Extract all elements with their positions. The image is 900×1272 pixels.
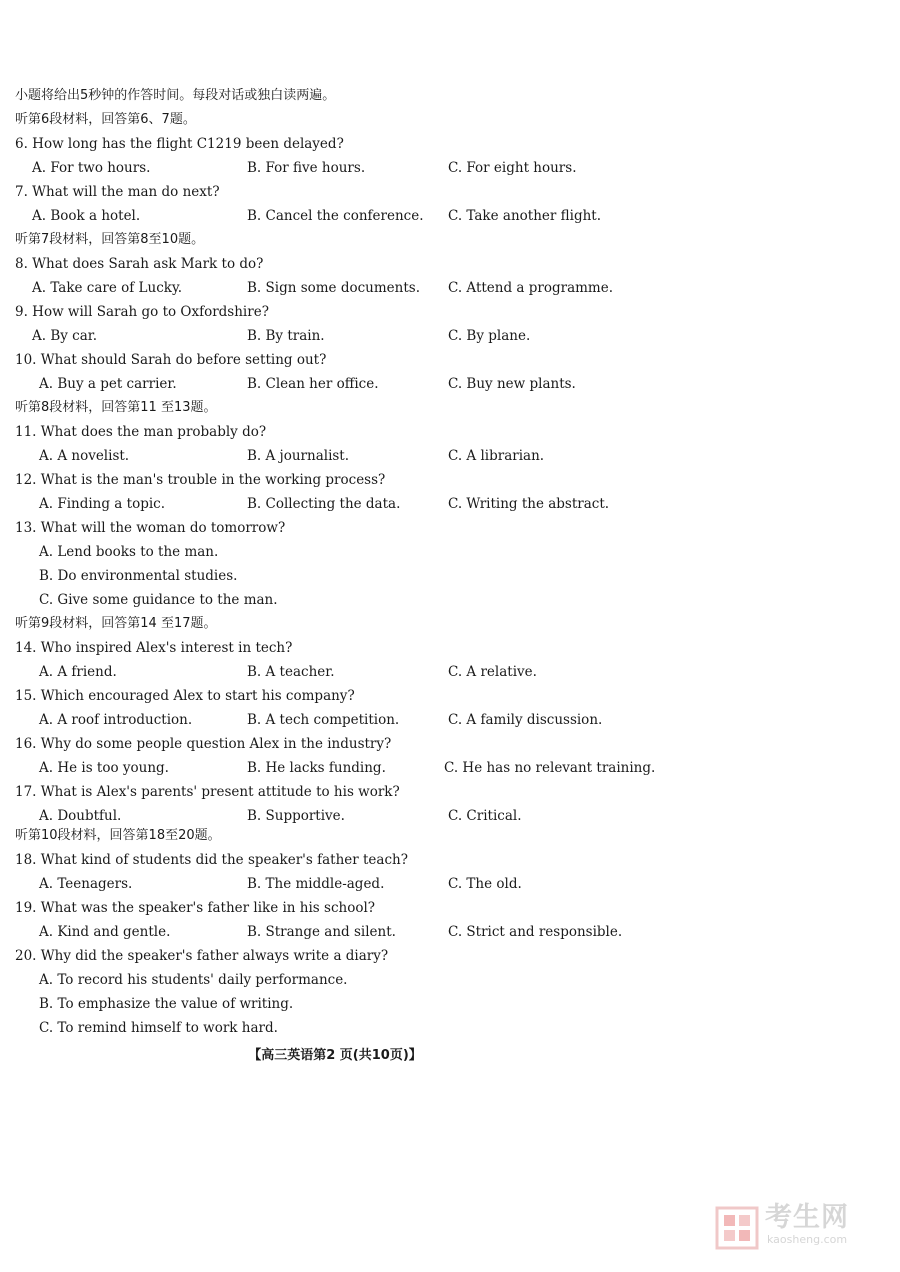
q11-option-c: C. A librarian.: [448, 448, 545, 464]
q12-option-c: C. Writing the abstract.: [448, 496, 610, 512]
q6-option-c: C. For eight hours.: [448, 160, 577, 176]
question-17: 17. What is Alex's parents' present attitude to his work?: [15, 784, 400, 800]
question-13: 13. What will the woman do tomorrow?: [15, 520, 286, 536]
section-9-heading: 听第9段材料，回答第14 至17题。: [15, 616, 217, 631]
q19-option-c: C. Strict and responsible.: [448, 924, 623, 940]
q19-option-a: A. Kind and gentle.: [39, 924, 171, 940]
section-7-heading: 听第7段材料，回答第8至10题。: [15, 232, 205, 247]
page-number-label: 【高三英语第2 页(共10页)】: [248, 1048, 422, 1063]
q7-option-c: C. Take another flight.: [448, 208, 601, 224]
question-9: 9. How will Sarah go to Oxfordshire?: [15, 304, 269, 320]
question-10: 10. What should Sarah do before setting out?: [15, 352, 327, 368]
question-6: 6. How long has the flight C1219 been delayed?: [15, 136, 344, 152]
q7-option-a: A. Book a hotel.: [32, 208, 141, 224]
q9-option-c: C. By plane.: [448, 328, 531, 344]
q20-option-c: C. To remind himself to work hard.: [39, 1020, 278, 1036]
q10-option-a: A. Buy a pet carrier.: [39, 376, 177, 392]
q11-option-b: B. A journalist.: [247, 448, 350, 464]
question-8: 8. What does Sarah ask Mark to do?: [15, 256, 264, 272]
section-10-heading: 听第10段材料，回答第18至20题。: [15, 828, 221, 843]
kaosheng-logo-icon: [715, 1206, 759, 1250]
q12-option-b: B. Collecting the data.: [247, 496, 401, 512]
q13-option-c: C. Give some guidance to the man.: [39, 592, 278, 608]
q17-option-b: B. Supportive.: [247, 808, 345, 824]
q6-option-b: B. For five hours.: [247, 160, 366, 176]
q16-option-b: B. He lacks funding.: [247, 760, 386, 776]
watermark: [715, 1202, 875, 1250]
q15-option-a: A. A roof introduction.: [39, 712, 193, 728]
q8-option-b: B. Sign some documents.: [247, 280, 420, 296]
q16-option-c: C. He has no relevant training.: [444, 760, 656, 776]
q18-option-a: A. Teenagers.: [39, 876, 133, 892]
q8-option-a: A. Take care of Lucky.: [32, 280, 183, 296]
section-6-heading: 听第6段材料，回答第6、7题。: [15, 112, 196, 127]
question-15: 15. Which encouraged Alex to start his company?: [15, 688, 355, 704]
q14-option-a: A. A friend.: [39, 664, 117, 680]
q18-option-b: B. The middle-aged.: [247, 876, 385, 892]
watermark-url: kaosheng.com: [767, 1233, 848, 1246]
q11-option-a: A. A novelist.: [39, 448, 130, 464]
q10-option-c: C. Buy new plants.: [448, 376, 576, 392]
q10-option-b: B. Clean her office.: [247, 376, 379, 392]
q9-option-b: B. By train.: [247, 328, 325, 344]
q15-option-b: B. A tech competition.: [247, 712, 400, 728]
q13-option-b: B. Do environmental studies.: [39, 568, 238, 584]
intro-text: 小题将给出5秒钟的作答时间。每段对话或独白读两遍。: [15, 88, 336, 103]
question-19: 19. What was the speaker's father like in his school?: [15, 900, 376, 916]
q18-option-c: C. The old.: [448, 876, 522, 892]
question-14: 14. Who inspired Alex's interest in tech?: [15, 640, 293, 656]
q17-option-c: C. Critical.: [448, 808, 522, 824]
question-20: 20. Why did the speaker's father always write a diary?: [15, 948, 389, 964]
q19-option-b: B. Strange and silent.: [247, 924, 396, 940]
question-7: 7. What will the man do next?: [15, 184, 220, 200]
question-18: 18. What kind of students did the speaker's father teach?: [15, 852, 408, 868]
q20-option-a: A. To record his students' daily performance.: [39, 972, 348, 988]
q8-option-c: C. Attend a programme.: [448, 280, 613, 296]
q15-option-c: C. A family discussion.: [448, 712, 603, 728]
q12-option-a: A. Finding a topic.: [39, 496, 166, 512]
section-8-heading: 听第8段材料，回答第11 至13题。: [15, 400, 217, 415]
q14-option-c: C. A relative.: [448, 664, 537, 680]
watermark-brand: 考生网: [765, 1202, 849, 1233]
question-11: 11. What does the man probably do?: [15, 424, 267, 440]
q9-option-a: A. By car.: [32, 328, 98, 344]
question-12: 12. What is the man's trouble in the working process?: [15, 472, 386, 488]
q13-option-a: A. Lend books to the man.: [39, 544, 219, 560]
q14-option-b: B. A teacher.: [247, 664, 335, 680]
q20-option-b: B. To emphasize the value of writing.: [39, 996, 294, 1012]
q6-option-a: A. For two hours.: [32, 160, 151, 176]
q7-option-b: B. Cancel the conference.: [247, 208, 424, 224]
page-footer: [0, 1044, 900, 1068]
question-16: 16. Why do some people question Alex in the industry?: [15, 736, 392, 752]
q16-option-a: A. He is too young.: [39, 760, 169, 776]
q17-option-a: A. Doubtful.: [39, 808, 122, 824]
